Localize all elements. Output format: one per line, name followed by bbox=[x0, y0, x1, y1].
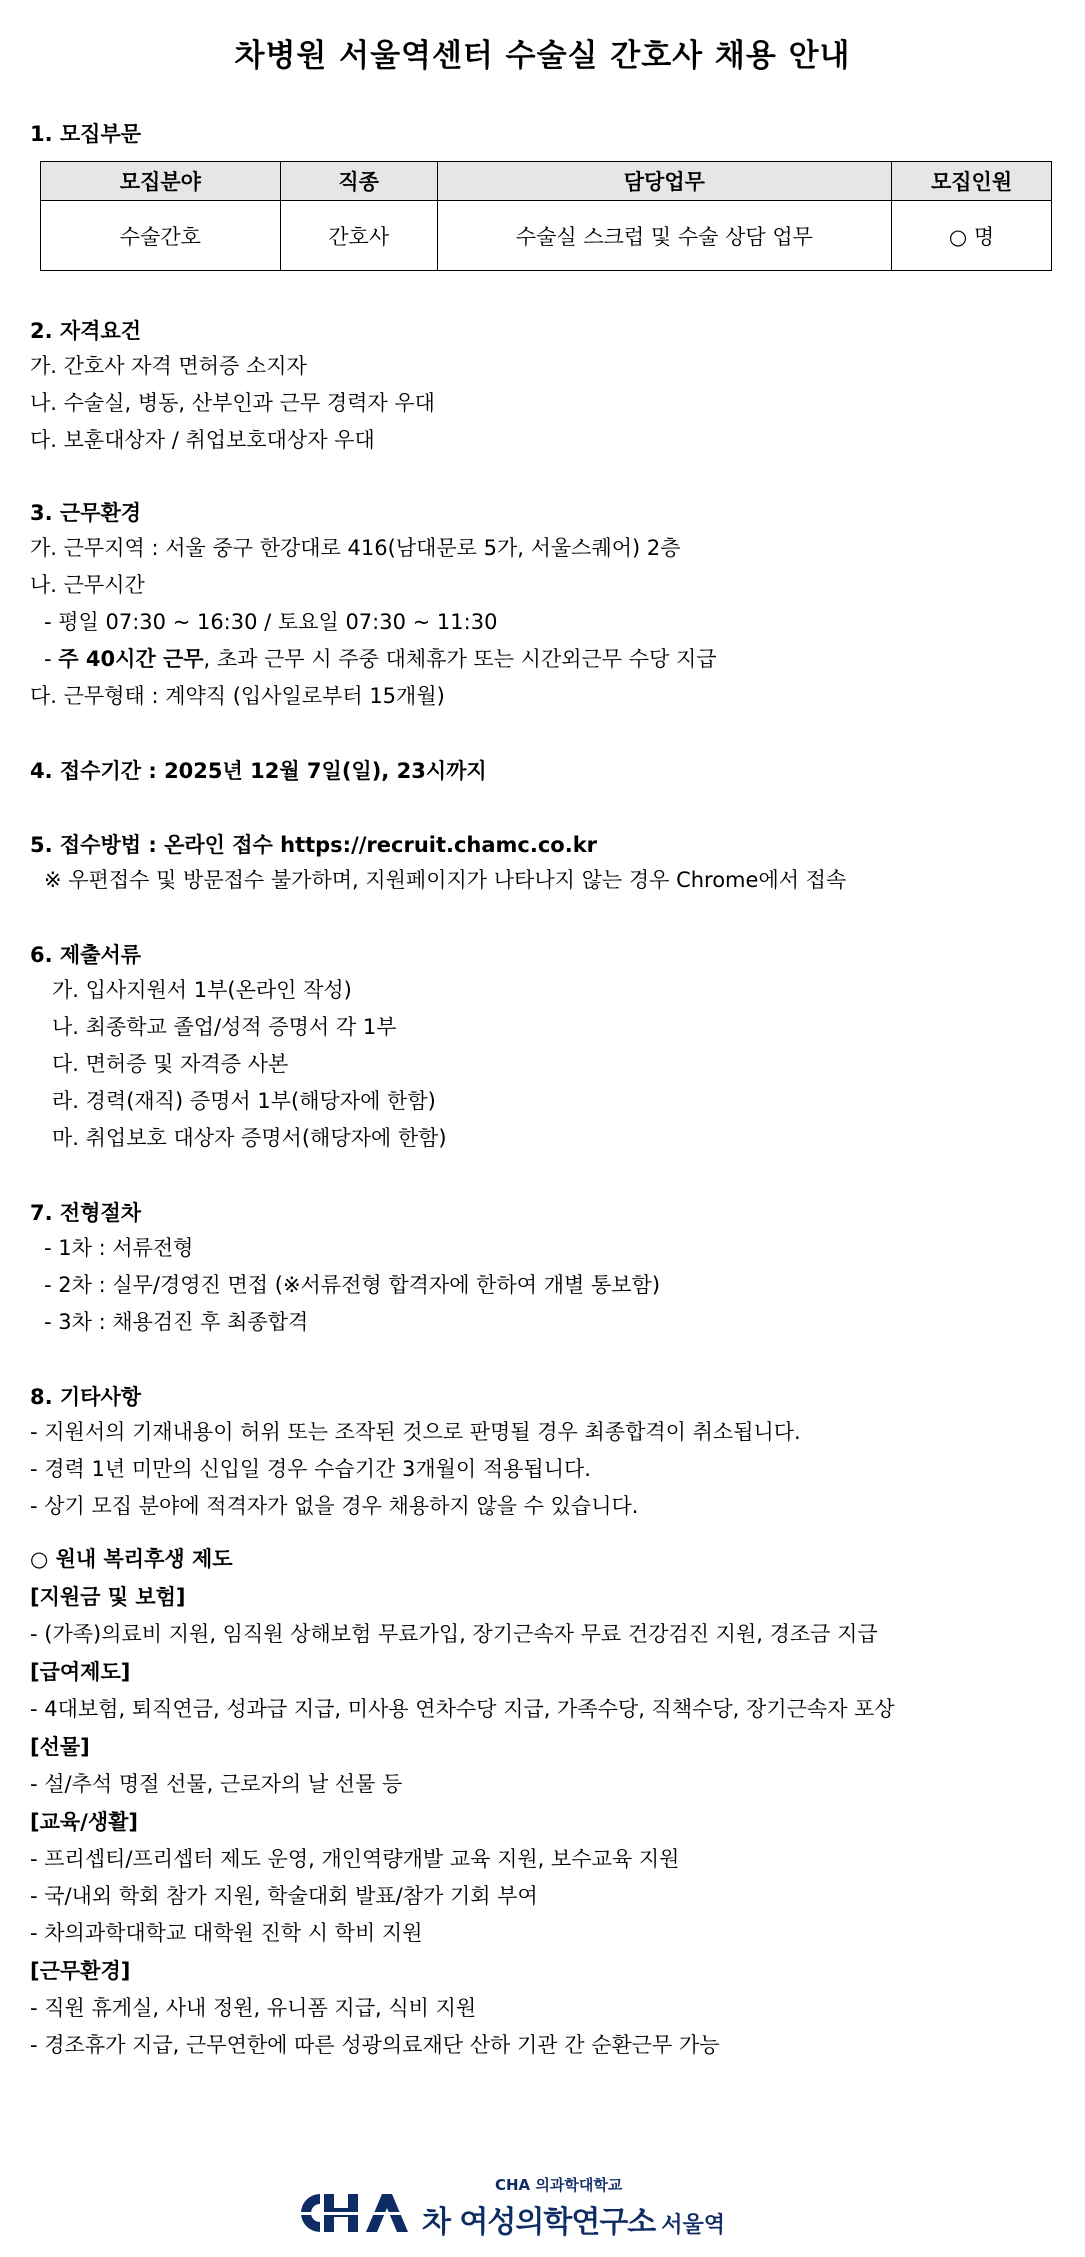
section-2 bbox=[30, 318, 1060, 459]
benefit-category-title: [지원금 및 보험] bbox=[30, 1585, 186, 1609]
table-header-cell: 모집인원 bbox=[892, 162, 1052, 201]
cha-logo-mark-icon bbox=[290, 2188, 410, 2238]
list-item: 나. 근무시간 bbox=[30, 573, 145, 597]
section-3 bbox=[30, 500, 1060, 715]
benefit-item: - 경조휴가 지급, 근무연한에 따른 성광의료재단 산하 기관 간 순환근무 가능 bbox=[30, 2033, 720, 2057]
table-cell: ○ 명 bbox=[892, 201, 1052, 271]
list-item: 다. 보훈대상자 / 취업보호대상자 우대 bbox=[30, 428, 375, 452]
benefits-section bbox=[30, 1541, 1060, 2064]
page-title: 차병원 서울역센터 수술실 간호사 채용 안내 bbox=[234, 38, 851, 74]
list-item: 나. 수술실, 병동, 산부인과 근무 경력자 우대 bbox=[30, 391, 435, 415]
section-8 bbox=[30, 1384, 1060, 1525]
benefit-category-title: [교육/생활] bbox=[30, 1810, 139, 1834]
table-header-cell: 모집분야 bbox=[41, 162, 281, 201]
benefit-item: - 국/내외 학회 참가 지원, 학술대회 발표/참가 기회 부여 bbox=[30, 1884, 538, 1908]
list-item bbox=[30, 641, 1060, 678]
table-cell: 수술간호 bbox=[41, 201, 281, 271]
list-item: 가. 근무지역 : 서울 중구 한강대로 416(남대문로 5가, 서울스퀘어) 2층 bbox=[30, 536, 681, 560]
institute-label: 차 여성의학연구소 bbox=[422, 2205, 656, 2240]
institute-name bbox=[422, 2197, 725, 2241]
emphasis-text: 주 40시간 근무 bbox=[58, 647, 204, 671]
location-label: 서울역 bbox=[661, 2213, 726, 2238]
section-4-heading: 4. 접수기간 : 2025년 12월 7일(일), 23시까지 bbox=[30, 759, 487, 783]
list-item: - 3차 : 채용검진 후 최종합격 bbox=[44, 1310, 309, 1334]
benefit-item: - 설/추석 명절 선물, 근로자의 날 선물 등 bbox=[30, 1772, 403, 1796]
university-name: CHA 의과학대학교 bbox=[495, 2176, 623, 2194]
section-5-heading: 5. 접수방법 : 온라인 접수 https://recruit.chamc.co.kr bbox=[30, 833, 598, 857]
benefit-item: - 차의과학대학교 대학원 진학 시 학비 지원 bbox=[30, 1921, 423, 1945]
section-1-heading: 1. 모집부문 bbox=[30, 122, 142, 146]
list-item: 나. 최종학교 졸업/성적 증명서 각 1부 bbox=[52, 1015, 397, 1039]
table-cell: 수술실 스크럽 및 수술 상담 업무 bbox=[437, 201, 892, 271]
list-item: - 상기 모집 분야에 적격자가 없을 경우 채용하지 않을 수 있습니다. bbox=[30, 1494, 639, 1518]
section-5 bbox=[30, 832, 1060, 899]
section-7 bbox=[30, 1200, 1060, 1341]
line-rest: , 초과 근무 시 주중 대체휴가 또는 시간외근무 수당 지급 bbox=[203, 647, 717, 671]
benefit-category-title: [근무환경] bbox=[30, 1959, 131, 1983]
list-item: - 평일 07:30 ~ 16:30 / 토요일 07:30 ~ 11:30 bbox=[44, 610, 498, 634]
section-2-heading: 2. 자격요건 bbox=[30, 319, 142, 343]
notice-text: ※ 우편접수 및 방문접수 불가하며, 지원페이지가 나타나지 않는 경우 Chrome에서 접속 bbox=[44, 868, 847, 892]
list-item: 마. 취업보호 대상자 증명서(해당자에 한함) bbox=[52, 1126, 447, 1150]
section-6 bbox=[30, 942, 1060, 1157]
list-item: - 경력 1년 미만의 신입일 경우 수습기간 3개월이 적용됩니다. bbox=[30, 1457, 591, 1481]
recruitment-table bbox=[40, 161, 1052, 271]
list-item: 가. 입사지원서 1부(온라인 작성) bbox=[52, 978, 352, 1002]
benefit-item: - 직원 휴게실, 사내 정원, 유니폼 지급, 식비 지원 bbox=[30, 1996, 477, 2020]
section-6-heading: 6. 제출서류 bbox=[30, 943, 142, 967]
table-header-cell: 담당업무 bbox=[437, 162, 892, 201]
benefit-item: - 프리셉티/프리셉터 제도 운영, 개인역량개발 교육 지원, 보수교육 지원 bbox=[30, 1847, 680, 1871]
benefit-item: - (가족)의료비 지원, 임직원 상해보험 무료가입, 장기근속자 무료 건강검진 지원, 경조금 지급 bbox=[30, 1622, 878, 1646]
section-7-heading: 7. 전형절차 bbox=[30, 1201, 142, 1225]
list-item: - 지원서의 기재내용이 허위 또는 조작된 것으로 판명될 경우 최종합격이 취소됩니다. bbox=[30, 1420, 801, 1444]
list-item: 라. 경력(재직) 증명서 1부(해당자에 한함) bbox=[52, 1089, 436, 1113]
line-prefix: - bbox=[44, 647, 59, 671]
benefit-category-title: [급여제도] bbox=[30, 1660, 131, 1684]
list-item: 가. 간호사 자격 면허증 소지자 bbox=[30, 354, 307, 378]
benefits-heading: ○ 원내 복리후생 제도 bbox=[30, 1547, 233, 1571]
table-header-row bbox=[41, 162, 1052, 201]
table-cell: 간호사 bbox=[280, 201, 437, 271]
section-8-heading: 8. 기타사항 bbox=[30, 1385, 142, 1409]
list-item: 다. 면허증 및 자격증 사본 bbox=[52, 1052, 289, 1076]
benefit-category-title: [선물] bbox=[30, 1735, 90, 1759]
section-3-heading: 3. 근무환경 bbox=[30, 501, 142, 525]
footer bbox=[0, 2176, 1085, 2240]
table-header-cell: 직종 bbox=[280, 162, 437, 201]
list-item: - 1차 : 서류전형 bbox=[44, 1236, 194, 1260]
cha-logo bbox=[290, 2176, 810, 2240]
benefit-item: - 4대보험, 퇴직연금, 성과급 지급, 미사용 연차수당 지급, 가족수당, 직책수당, 장기근속자 포상 bbox=[30, 1697, 895, 1721]
table-row bbox=[41, 201, 1052, 271]
list-item: - 2차 : 실무/경영진 면접 (※서류전형 합격자에 한하여 개별 통보함) bbox=[44, 1273, 661, 1297]
list-item: 다. 근무형태 : 계약직 (입사일로부터 15개월) bbox=[30, 684, 445, 708]
